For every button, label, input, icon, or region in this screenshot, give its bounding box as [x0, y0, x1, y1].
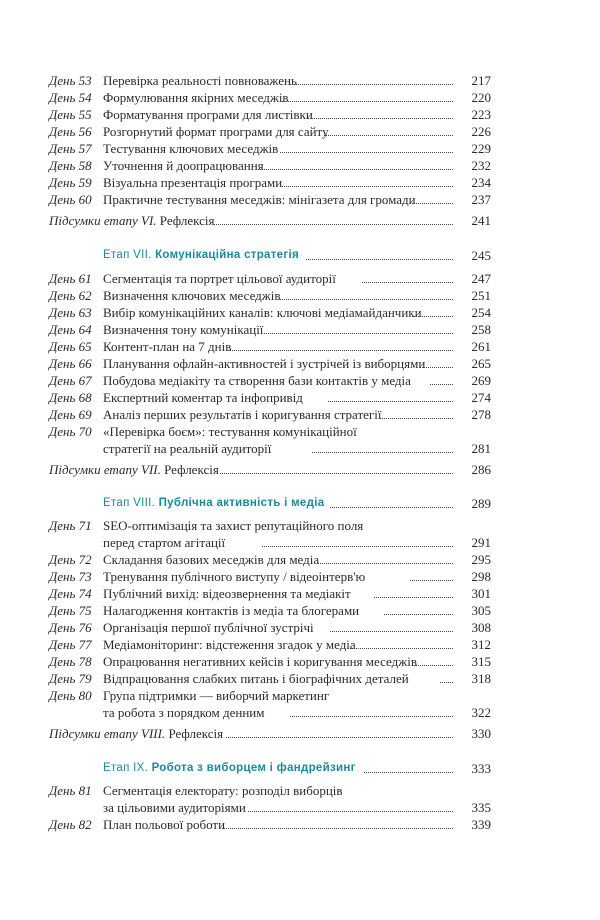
- toc-entry[interactable]: [0, 174, 600, 191]
- day-label: День 60: [49, 192, 92, 207]
- toc-entry[interactable]: [0, 687, 600, 704]
- dot-leader: [410, 203, 453, 204]
- page-number: 305: [471, 603, 491, 618]
- page-number: 254: [471, 305, 491, 320]
- stage-heading[interactable]: [0, 247, 600, 264]
- day-label: День 78: [49, 654, 92, 669]
- page-number: 322: [471, 705, 491, 720]
- stage-prefix: Етап VII.: [103, 249, 152, 261]
- dot-leader: [384, 614, 453, 615]
- dot-leader: [264, 333, 453, 334]
- dot-leader: [262, 546, 453, 547]
- day-label: День 55: [49, 107, 92, 122]
- summary-prefix: Підсумки етапу VI.: [49, 213, 157, 228]
- stage-title: [103, 495, 324, 512]
- entry-title-continued: стратегії на реальній аудиторії: [103, 441, 272, 456]
- dot-leader: [214, 224, 453, 225]
- entry-title: Сегментація електорату: розподіл виборців: [103, 783, 343, 798]
- page-number: 241: [471, 213, 491, 228]
- toc-entry[interactable]: [0, 551, 600, 568]
- page-number: 286: [471, 462, 491, 477]
- entry-title: Медіамоніторинг: відстеження згадок у медіа: [103, 637, 356, 652]
- stage-heading[interactable]: [0, 495, 600, 512]
- summary-word: Рефлексія: [164, 462, 219, 477]
- entry-title: Контент-план на 7 днів: [103, 339, 232, 354]
- page-number: 301: [471, 586, 491, 601]
- stage-heading[interactable]: [0, 760, 600, 777]
- toc-entry-continuation[interactable]: [0, 799, 600, 816]
- toc-entry[interactable]: [0, 355, 600, 372]
- entry-title: Група підтримки — виборчий маркетинг: [103, 688, 330, 703]
- entry-title: Визначення тону комунікації: [103, 322, 264, 337]
- page-number: 220: [471, 90, 491, 105]
- toc-entry[interactable]: [0, 517, 600, 534]
- toc-entry[interactable]: [0, 72, 600, 89]
- summary-prefix: Підсумки етапу VII.: [49, 462, 161, 477]
- day-label: День 57: [49, 141, 92, 156]
- entry-title: Формулювання якірних меседжів: [103, 90, 289, 105]
- toc-entry[interactable]: [0, 602, 600, 619]
- stage-name: Публічна активність і медіа: [158, 497, 325, 509]
- dot-leader: [410, 580, 453, 581]
- dot-leader: [258, 169, 453, 170]
- day-label: День 62: [49, 288, 92, 303]
- entry-title: Тренування публічного виступу / відеоінтерв'ю: [103, 569, 366, 584]
- dot-leader: [324, 135, 453, 136]
- day-label: День 59: [49, 175, 92, 190]
- summary-word: Рефлексія: [168, 726, 224, 741]
- entry-title: SEO-оптимізація та захист репутаційного поля: [103, 518, 364, 533]
- toc-entry[interactable]: [0, 191, 600, 208]
- toc-entry[interactable]: [0, 157, 600, 174]
- page-number: 312: [471, 637, 491, 652]
- stage-name: Робота з виборцем і фандрейзинг: [151, 762, 356, 774]
- dot-leader: [440, 682, 453, 683]
- page-number: 281: [471, 441, 491, 456]
- toc-entry[interactable]: [0, 123, 600, 140]
- dot-leader: [290, 716, 453, 717]
- day-label: День 71: [49, 518, 92, 533]
- page-number: 330: [471, 726, 491, 741]
- stage-summary[interactable]: [0, 212, 600, 229]
- page-number: 245: [471, 248, 491, 263]
- stage-summary[interactable]: [0, 725, 600, 742]
- entry-title: Опрацювання негативних кейсів і коригування меседжів: [103, 654, 417, 669]
- page-number: 289: [471, 496, 491, 511]
- toc-entry[interactable]: [0, 321, 600, 338]
- page-number: 274: [471, 390, 491, 405]
- toc-entry[interactable]: [0, 585, 600, 602]
- page-number: 261: [471, 339, 491, 354]
- day-label: День 81: [49, 783, 92, 798]
- toc-entry[interactable]: [0, 568, 600, 585]
- toc-entry-continuation[interactable]: [0, 704, 600, 721]
- page-number: 229: [471, 141, 491, 156]
- entry-title: Побудова медіакіту та створення бази контактів у медіа: [103, 373, 411, 388]
- page-number: 234: [471, 175, 491, 190]
- toc-entry[interactable]: [0, 372, 600, 389]
- toc-entry[interactable]: [0, 89, 600, 106]
- dot-leader: [362, 282, 453, 283]
- page-number: 308: [471, 620, 491, 635]
- entry-title: Візуальна презентація програми: [103, 175, 283, 190]
- page-number: 223: [471, 107, 491, 122]
- dot-leader: [278, 299, 453, 300]
- day-label: День 72: [49, 552, 92, 567]
- day-label: День 70: [49, 424, 92, 439]
- dot-leader: [328, 401, 453, 402]
- stage-summary[interactable]: [0, 461, 600, 478]
- dot-leader: [330, 631, 453, 632]
- dot-leader: [318, 563, 453, 564]
- entry-title: План польової роботи: [103, 817, 226, 832]
- toc-entry[interactable]: [0, 140, 600, 157]
- toc-entry[interactable]: [0, 106, 600, 123]
- dot-leader: [350, 648, 453, 649]
- entry-title: Форматування програми для листівки: [103, 107, 313, 122]
- entry-title: Організація першої публічної зустрічі: [103, 620, 314, 635]
- dot-leader: [222, 828, 453, 829]
- toc-entry[interactable]: [0, 816, 600, 833]
- entry-title-continued: та робота з порядком денним: [103, 705, 265, 720]
- page-number: 217: [471, 73, 491, 88]
- toc-entry[interactable]: [0, 619, 600, 636]
- toc-entry[interactable]: [0, 406, 600, 423]
- page-number: 265: [471, 356, 491, 371]
- day-label: День 74: [49, 586, 92, 601]
- entry-title: Публічний вихід: відеозвернення та медіакіт: [103, 586, 351, 601]
- stage-name: Комунікаційна стратегія: [155, 249, 299, 261]
- page-number: 251: [471, 288, 491, 303]
- toc-entry-continuation[interactable]: [0, 534, 600, 551]
- page-number: 278: [471, 407, 491, 422]
- day-label: День 77: [49, 637, 92, 652]
- dot-leader: [380, 418, 453, 419]
- day-label: День 69: [49, 407, 92, 422]
- toc-entry[interactable]: [0, 423, 600, 440]
- dot-leader: [280, 152, 453, 153]
- dot-leader: [420, 367, 453, 368]
- day-label: День 65: [49, 339, 92, 354]
- entry-title: Перевірка реальності повноважень: [103, 73, 297, 88]
- dot-leader: [280, 186, 453, 187]
- day-label: День 53: [49, 73, 92, 88]
- entry-title-continued: за цільовими аудиторіями: [103, 800, 246, 815]
- dot-leader: [306, 259, 453, 260]
- page-number: 295: [471, 552, 491, 567]
- entry-title-continued: перед стартом агітації: [103, 535, 226, 550]
- dot-leader: [412, 316, 453, 317]
- page-number: 232: [471, 158, 491, 173]
- toc-entry[interactable]: [0, 389, 600, 406]
- dot-leader: [330, 507, 453, 508]
- page-number: 269: [471, 373, 491, 388]
- toc-entry[interactable]: [0, 636, 600, 653]
- entry-title: Розгорнутий формат програми для сайту: [103, 124, 329, 139]
- day-label: День 58: [49, 158, 92, 173]
- summary-label: [49, 461, 219, 478]
- page-number: 318: [471, 671, 491, 686]
- summary-prefix: Підсумки етапу VIII.: [49, 726, 166, 741]
- page-number: 333: [471, 761, 491, 776]
- dot-leader: [220, 473, 453, 474]
- dot-leader: [430, 384, 453, 385]
- page-number: 339: [471, 817, 491, 832]
- day-label: День 76: [49, 620, 92, 635]
- page-number: 237: [471, 192, 491, 207]
- day-label: День 67: [49, 373, 92, 388]
- entry-title: Налагодження контактів із медіа та блогерами: [103, 603, 360, 618]
- entry-title: Планування офлайн-активностей і зустрічей із виборцями: [103, 356, 426, 371]
- page-number: 247: [471, 271, 491, 286]
- day-label: День 63: [49, 305, 92, 320]
- page-number: 298: [471, 569, 491, 584]
- entry-title: Сегментація та портрет цільової аудиторії: [103, 271, 336, 286]
- day-label: День 80: [49, 688, 92, 703]
- stage-prefix: Етап VIII.: [103, 497, 156, 509]
- entry-title: Визначення ключових меседжів: [103, 288, 281, 303]
- page-number: 258: [471, 322, 491, 337]
- stage-title: [103, 760, 356, 777]
- entry-title: Відпрацювання слабких питань і біографічних деталей: [103, 671, 409, 686]
- stage-title: [103, 247, 299, 264]
- entry-title: «Перевірка боєм»: тестування комунікаційної: [103, 424, 357, 439]
- day-label: День 73: [49, 569, 92, 584]
- dot-leader: [412, 665, 453, 666]
- page-number: 291: [471, 535, 491, 550]
- entry-title: Практичне тестування меседжів: мінігазета для громади: [103, 192, 416, 207]
- dot-leader: [374, 597, 453, 598]
- toc-entry[interactable]: [0, 782, 600, 799]
- summary-label: [49, 212, 214, 229]
- entry-title: Вибір комунікаційних каналів: ключові медіамайданчики: [103, 305, 422, 320]
- day-label: День 82: [49, 817, 92, 832]
- dot-leader: [312, 452, 453, 453]
- page-number: 315: [471, 654, 491, 669]
- dot-leader: [308, 118, 453, 119]
- day-label: День 79: [49, 671, 92, 686]
- dot-leader: [248, 811, 453, 812]
- day-label: День 66: [49, 356, 92, 371]
- summary-word: Рефлексія: [159, 213, 215, 228]
- page-number: 226: [471, 124, 491, 139]
- entry-title: Експертний коментар та інфопривід: [103, 390, 303, 405]
- entry-title: Складання базових меседжів для медіа: [103, 552, 320, 567]
- toc-entry[interactable]: [0, 304, 600, 321]
- day-label: День 68: [49, 390, 92, 405]
- toc-entry[interactable]: [0, 670, 600, 687]
- toc-entry[interactable]: [0, 338, 600, 355]
- toc-entry[interactable]: [0, 653, 600, 670]
- toc-entry[interactable]: [0, 270, 600, 287]
- entry-title: Аналіз перших результатів і коригування стратегії: [103, 407, 382, 422]
- entry-title: Уточнення й доопрацювання: [103, 158, 264, 173]
- day-label: День 61: [49, 271, 92, 286]
- dot-leader: [228, 350, 453, 351]
- day-label: День 75: [49, 603, 92, 618]
- day-label: День 54: [49, 90, 92, 105]
- summary-label: [49, 725, 223, 742]
- page-number: 335: [471, 800, 491, 815]
- dot-leader: [364, 772, 453, 773]
- toc-entry-continuation[interactable]: [0, 440, 600, 457]
- day-label: День 56: [49, 124, 92, 139]
- day-label: День 64: [49, 322, 92, 337]
- dot-leader: [290, 84, 453, 85]
- toc-entry[interactable]: [0, 287, 600, 304]
- dot-leader: [226, 737, 453, 738]
- stage-prefix: Етап IX.: [103, 762, 149, 774]
- entry-title: Тестування ключових меседжів: [103, 141, 279, 156]
- dot-leader: [282, 101, 453, 102]
